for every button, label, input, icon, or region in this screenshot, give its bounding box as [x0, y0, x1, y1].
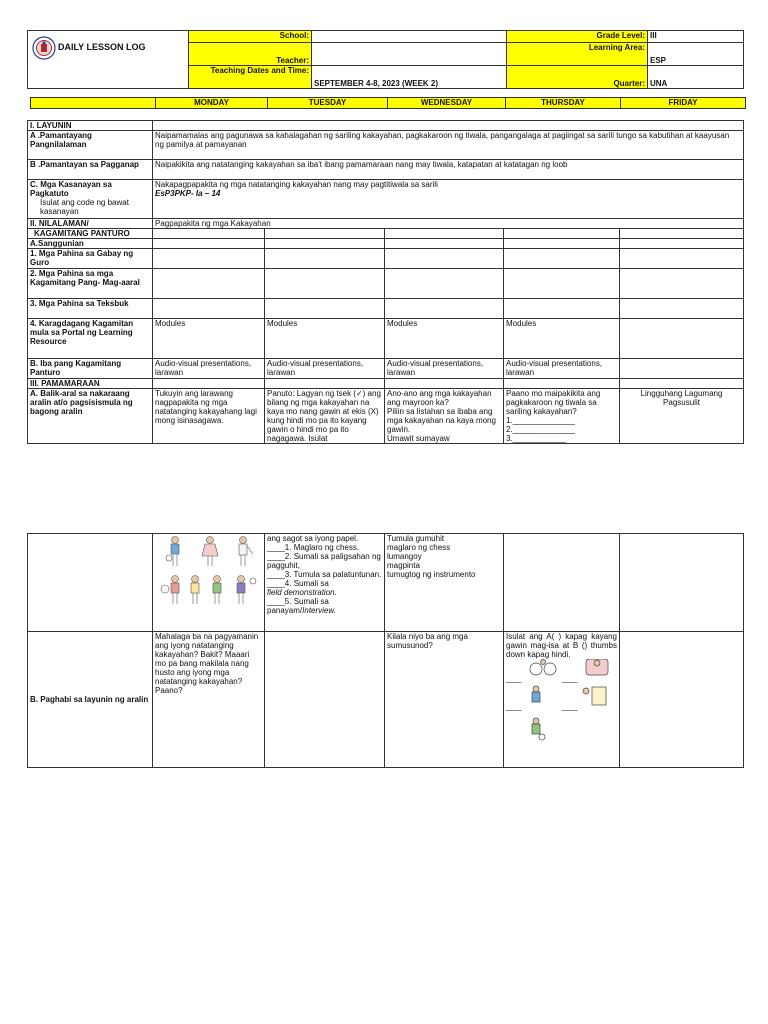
cell-modules: Modules — [504, 319, 620, 359]
day-tuesday: TUESDAY — [268, 98, 388, 109]
label-gabay-guro: 1. Mga Pahina sa Gabay ng Guro — [28, 249, 153, 269]
school-label: School: — [189, 31, 312, 43]
cell-audio-visual: Audio-visual presentations, larawan — [504, 359, 620, 379]
tuesday-continued-text: ang sagot sa iyong papel. ____1. Maglaro ng chess. ____2. Sumali sa paligsahan ng pagguhit, ____3. Tumula sa palatuntunan. ____4. Sumali sa — [267, 534, 382, 588]
label-teksbuk: 3. Mga Pahina sa Teksbuk — [28, 299, 153, 319]
cell-modules: Modules — [153, 319, 265, 359]
balik-aral-tuesday: Panuto: Lagyan ng tsek (✓) ang bilang ng mga kakayahan na kaya mo nang gawin at ekis (X) kung hindi mo pa ito kayang gawin o hindi mo pa ito nagagawa. Isulat — [265, 389, 385, 444]
label-pamantayan-pagganap: B .Pamantayan sa Pagganap — [28, 160, 153, 180]
blank — [620, 632, 744, 768]
answer-line: ____ — [506, 704, 522, 711]
label-pamantayang-pangnilalaman: A .Pamantayang Pangnilalaman — [28, 131, 153, 160]
label-kasanayan-sub: Isulat ang code ng bawat kasanayan — [40, 198, 129, 216]
dates-value: SEPTEMBER 4-8, 2023 (WEEK 2) — [312, 66, 507, 89]
balik-aral-friday: Lingguhang Lagumang Pagsusulit — [620, 389, 744, 444]
page-title: DAILY LESSON LOG — [58, 42, 146, 52]
days-blank — [31, 98, 156, 109]
paghabi-thursday-cell — [504, 632, 620, 768]
wednesday-continued-text: Tumula gumuhit maglaro ng chess lumangoy magpinta tumugtog ng instrumento — [385, 534, 504, 632]
balik-aral-thursday: Paano mo maipakikita ang pagkakaroon ng tiwala sa sariling kakayahan? 1.______________ 2.______________ 3.____________ — [504, 389, 620, 444]
kasanayan-code: EsP3PKP- Ia – 14 — [155, 189, 221, 198]
blank — [504, 534, 620, 632]
label-balik-aral: A. Balik-aral sa nakaraang aralin at/o pagsisismula ng bagong aralin — [28, 389, 153, 444]
blank — [265, 632, 385, 768]
activities-pictures — [506, 659, 617, 749]
grade-value: III — [648, 31, 744, 43]
cell-audio-visual — [620, 359, 744, 379]
grade-label: Grade Level: — [507, 31, 648, 43]
balik-aral-monday: Tukuyin ang larawang nagpapakita ng mga natatanging kakayahang lagi mong isinasagawa. — [153, 389, 265, 444]
balik-aral-wednesday: Ano-ano ang mga kakayahan ang mayroon ka? Piliin sa listahan sa ibaba ang mga kakayahan na kaya mong gawin. Umawit sumayaw — [385, 389, 504, 444]
label-kasanayan-cell — [28, 180, 153, 219]
label-iba-pang-kagamitan: B. Iba pang Kagamitang Panturo — [28, 359, 153, 379]
days-bar — [30, 97, 746, 109]
tuesday-item5-cell — [267, 597, 382, 615]
quarter-label: Quarter: — [507, 66, 648, 89]
blank — [153, 121, 744, 131]
kids-illustration — [155, 534, 262, 612]
section-layunin: I. LAYUNIN — [28, 121, 153, 131]
cell-modules: Modules — [385, 319, 504, 359]
text-kasanayan-cell — [153, 180, 744, 219]
day-friday: FRIDAY — [621, 98, 746, 109]
text-kasanayan: Nakapagpapakita ng mga natatanging kakayahan nang may pagtitiwala sa sarili — [155, 180, 438, 189]
cell-modules — [620, 319, 744, 359]
teacher-label: Teacher: — [189, 43, 312, 66]
day-thursday: THURSDAY — [506, 98, 621, 109]
area-value: ESP — [648, 43, 744, 66]
kids-illustration-cell — [153, 534, 265, 632]
text-pamantayang-pangnilalaman: Naipamamalas ang pagunawa sa kahalagahan ng sariling kakayahan, pagkakaroon ng tiwala, pangangalaga at pagiingat sa sarili tungo sa kabutihan at kaayusan ng pamilya at pamayanan — [153, 131, 744, 160]
text-nilalaman: Pagpapakita ng mga Kakayahan — [153, 219, 744, 229]
tuesday-item5-italic: Interview. — [302, 606, 336, 615]
tuesday-item5: ____5. Sumali sa panayam/ — [267, 597, 329, 615]
label-kagamitan: KAGAMITANG PANTURO — [28, 229, 153, 239]
cell-audio-visual: Audio-visual presentations, larawan — [153, 359, 265, 379]
answer-line: ____ — [562, 676, 578, 683]
cell-audio-visual: Audio-visual presentations, larawan — [265, 359, 385, 379]
cell-audio-visual: Audio-visual presentations, larawan — [385, 359, 504, 379]
cell-modules: Modules — [265, 319, 385, 359]
blank — [620, 534, 744, 632]
school-value — [312, 31, 507, 43]
section-pamamaraan: III. PAMAMARAAN — [28, 379, 153, 389]
label-kasanayan: C. Mga Kasanayan sa Pagkatuto — [30, 180, 112, 198]
paghabi-thursday: Isulat ang A( ) kapag kayang gawin mag-isa at B () thumbs down kapag hindi. — [506, 632, 617, 659]
label-paghabi: B. Paghabi sa layunin ng aralin — [28, 632, 153, 768]
paghabi-monday: Mahalaga ba na pagyamanin ang iyong natatanging kakayahan? Bakit? Maaari mo pa bang makilala nang husto ang iyong mga natatanging kakayahan? Paano? — [153, 632, 265, 768]
deped-seal-icon — [32, 36, 56, 60]
kids-talents-icon — [155, 534, 263, 612]
header-table — [27, 30, 744, 89]
tuesday-continued-cell — [265, 534, 385, 632]
label-karagdagang-kagamitan: 4. Karagdagang Kagamitan mula sa Portal ng Learning Resource — [28, 319, 153, 359]
answer-line: ____ — [562, 704, 578, 711]
label-nilalaman: II. NILALAMAN/ — [28, 219, 153, 229]
teacher-value — [312, 43, 507, 66]
tuesday-item4-italic: field demonstration. — [267, 588, 337, 597]
dates-label: Teaching Dates and Time: — [189, 66, 312, 89]
label-kagamitang-mag-aaral: 2. Mga Pahina sa mga Kagamitang Pang- Mag-aaral — [28, 269, 153, 299]
text-pamantayan-pagganap: Naipakikita ang natatanging kakayahan sa iba't ibang pamamaraan nang may tiwala, katapatan at katatagan ng loob — [153, 160, 744, 180]
day-monday: MONDAY — [156, 98, 268, 109]
quarter-value: UNA — [648, 66, 744, 89]
lesson-table-page1 — [27, 120, 744, 444]
label-sanggunian: A.Sanggunian — [28, 239, 153, 249]
answer-line: ____ — [506, 676, 522, 683]
logo-title-cell — [28, 31, 189, 89]
day-wednesday: WEDNESDAY — [388, 98, 506, 109]
blank — [28, 534, 153, 632]
activities-icon — [506, 659, 618, 749]
paghabi-wednesday: Kilala niyo ba ang mga sumusunod? — [385, 632, 504, 768]
area-label: Learning Area: — [507, 43, 648, 66]
lesson-table-page2 — [27, 533, 744, 768]
